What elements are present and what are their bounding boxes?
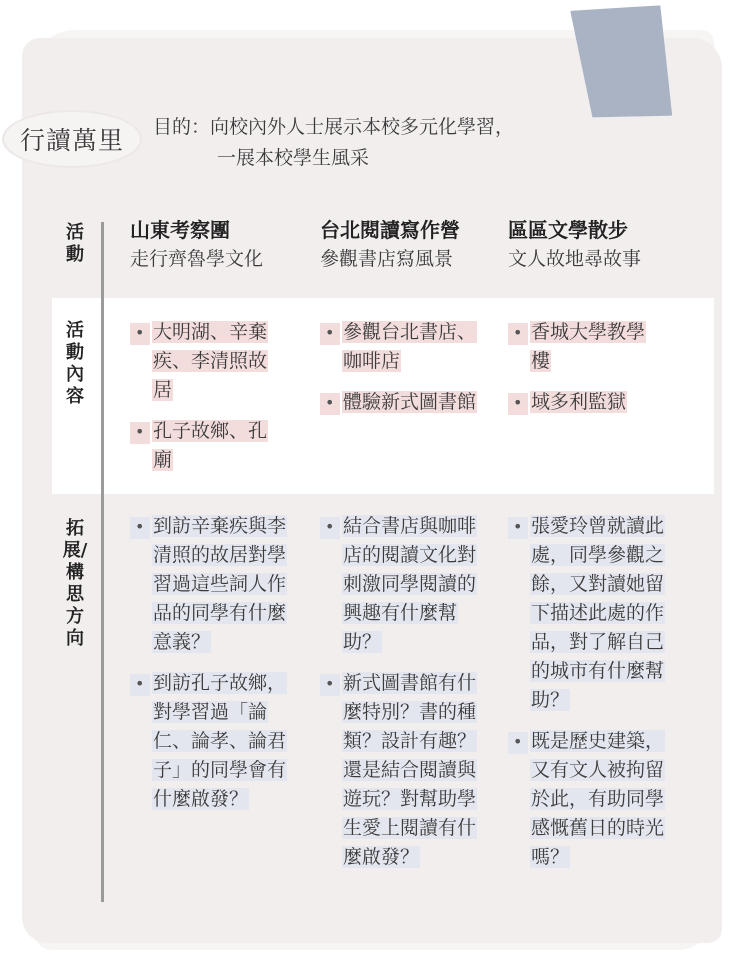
list-item: • 大明湖、辛棄疾、李清照故居 <box>130 318 270 405</box>
column-2-title: 台北閱讀寫作營 <box>320 218 460 242</box>
list-item: • 到訪孔子故鄉，對學習過「論仁、論孝、論君子」的同學會有什麼啟發？ <box>130 669 290 814</box>
row-label-content-text: 活動內容 <box>66 320 84 407</box>
column-3-header <box>508 216 698 274</box>
title-badge-text: 行讀萬里 <box>19 126 124 155</box>
column-2-subtitle: 參觀書店寫風景 <box>320 248 454 270</box>
column-1-title: 山東考察團 <box>130 218 230 242</box>
column-1-content-list <box>130 318 270 487</box>
list-item: • 既是歷史建築，又有文人被拘留於此，有助同學感慨舊日的時光嗎？ <box>508 727 668 872</box>
title-badge <box>2 110 142 168</box>
column-2-extension-list <box>320 512 480 884</box>
list-item: • 香城大學教學樓 <box>508 318 648 376</box>
column-3-subtitle: 文人故地尋故事 <box>508 248 642 270</box>
column-3-title: 區區文學散步 <box>508 218 628 242</box>
purpose-text <box>153 112 514 174</box>
list-item: • 域多利監獄 <box>508 388 648 417</box>
list-item: • 結合書店與咖啡店的閱讀文化對刺激同學閱讀的興趣有什麼幫助？ <box>320 512 480 657</box>
timeline-spine-dashed <box>101 700 104 900</box>
column-2-header <box>320 216 510 274</box>
list-item: • 孔子故鄉、孔廟 <box>130 417 270 475</box>
column-1-subtitle: 走行齊魯學文化 <box>130 248 264 270</box>
row-label-extension <box>62 518 88 650</box>
list-item: • 參觀台北書店、咖啡店 <box>320 318 480 376</box>
column-2-content-list <box>320 318 480 429</box>
column-1-header <box>130 216 320 274</box>
purpose-line-1: 目的：向校內外人士展示本校多元化學習， <box>153 116 515 138</box>
list-item: • 到訪辛棄疾與李清照的故居對學習過這些詞人作品的同學有什麼意義？ <box>130 512 290 657</box>
column-3-content-list <box>508 318 648 429</box>
list-item: • 張愛玲曾就讀此處，同學參觀之餘，又對讀她留下描述此處的作品，對了解自己的城市有什麼幫助？ <box>508 512 668 715</box>
column-1-extension-list <box>130 512 290 826</box>
purpose-line-2: 一展本校學生風采 <box>217 147 370 169</box>
column-3-extension-list <box>508 512 668 884</box>
list-item: • 新式圖書館有什麼特別？書的種類？設計有趣？還是結合閱讀與遊玩？對幫助學生愛上閱讀有什麼啟發？ <box>320 669 480 872</box>
row-label-extension-text: 拓展/構思方向 <box>62 518 88 649</box>
list-item: • 體驗新式圖書館 <box>320 388 480 417</box>
row-label-activity <box>62 222 88 266</box>
row-label-content <box>62 320 88 408</box>
row-label-activity-text: 活動 <box>66 222 84 265</box>
